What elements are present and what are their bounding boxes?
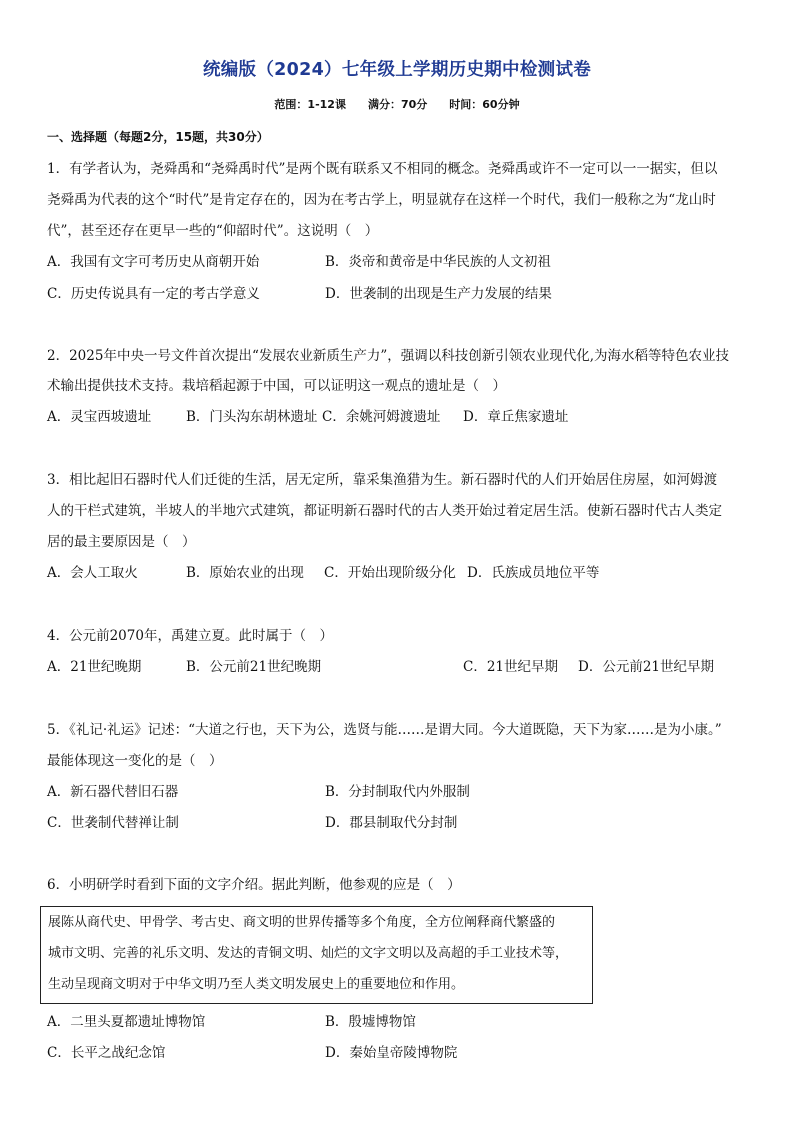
option-a[interactable]: A．新石器代替旧石器 (47, 784, 179, 800)
question-stem-line: 5．《礼记·礼运》记述：“大道之行也，天下为公，选贤与能……是谓大同。今大道既隐，天下为家……是为小康。” (47, 722, 722, 738)
exam-title: 统编版（2024）七年级上学期历史期中检测试卷 (202, 60, 592, 80)
option-c[interactable]: C．21世纪早期 (463, 659, 559, 675)
option-d[interactable]: D．章丘焦家遗址 (463, 409, 569, 425)
scope-label: 范围：1-12课 (274, 98, 346, 111)
question-stem-line: 居的最主要原因是（ ） (47, 534, 196, 550)
box-text-line: 城市文明、完善的礼乐文明、发达的青铜文明、灿烂的文字文明以及高超的手工业技术等， (48, 946, 569, 961)
option-c[interactable]: C．开始出现阶级分化 (324, 565, 456, 581)
option-a[interactable]: A．二里头夏都遗址博物馆 (47, 1014, 206, 1030)
option-d[interactable]: D．氏族成员地位平等 (467, 565, 600, 581)
quoted-text-box (40, 906, 593, 1004)
question-stem-line: 3．相比起旧石器时代人们迁徙的生活，居无定所，靠采集渔猎为生。新石器时代的人们开始居住房屋，如河姆渡 (47, 472, 718, 488)
option-b[interactable]: B．门头沟东胡林遗址 (186, 409, 318, 425)
question-stem-line: 2．2025年中央一号文件首次提出“发展农业新质生产力”，强调以科技创新引领农业现代化,为海水稻等特色农业技 (47, 348, 730, 364)
option-b[interactable]: B．原始农业的出现 (186, 565, 304, 581)
option-b[interactable]: B．分封制取代内外服制 (325, 784, 470, 800)
option-c[interactable]: C．余姚河姆渡遗址 (322, 409, 441, 425)
option-a[interactable]: A．会人工取火 (47, 565, 138, 581)
question-stem-line: 最能体现这一变化的是（ ） (47, 753, 223, 769)
question-stem-line: 尧舜禹为代表的这个“时代”是肯定存在的，因为在考古学上，明显就存在这样一个时代，我们一般称之为“龙山时 (47, 192, 716, 208)
option-d[interactable]: D．世袭制的出现是生产力发展的结果 (325, 286, 552, 302)
question-stem-line: 人的干栏式建筑，半坡人的半地穴式建筑，都证明新石器时代的古人类开始过着定居生活。使新石器时代古人类定 (47, 503, 722, 519)
option-b[interactable]: B．公元前21世纪晚期 (186, 659, 322, 675)
section-heading: 一、选择题（每题2分，15题，共30分） (47, 130, 269, 144)
option-d[interactable]: D．郡县制取代分封制 (325, 815, 458, 831)
question-stem-line: 1．有学者认为，尧舜禹和“尧舜禹时代”是两个既有联系又不相同的概念。尧舜禹或许不一定可以一一据实，但以 (47, 161, 718, 177)
time-label: 时间：60分钟 (449, 98, 520, 111)
box-text-line: 生动呈现商文明对于中华文明乃至人类文明发展史上的重要地位和作用。 (48, 977, 465, 992)
question-stem-line: 代”，甚至还存在更早一些的“仰韶时代”。这说明（ ） (47, 223, 379, 239)
option-a[interactable]: A．灵宝西坡遗址 (47, 409, 152, 425)
option-c[interactable]: C．长平之战纪念馆 (47, 1045, 166, 1061)
exam-meta (0, 96, 794, 112)
option-c[interactable]: C．历史传说具有一定的考古学意义 (47, 286, 260, 302)
option-a[interactable]: A．我国有文字可考历史从商朝开始 (47, 254, 260, 270)
option-c[interactable]: C．世袭制代替禅让制 (47, 815, 179, 831)
option-b[interactable]: B．炎帝和黄帝是中华民族的人文初祖 (325, 254, 551, 270)
option-b[interactable]: B．殷墟博物馆 (325, 1014, 416, 1030)
option-a[interactable]: A．21世纪晚期 (47, 659, 142, 675)
question-stem-line: 4．公元前2070年，禹建立夏。此时属于（ ） (47, 628, 333, 644)
box-text-line: 展陈从商代史、甲骨学、考古史、商文明的世界传播等多个角度，全方位阐释商代繁盛的 (48, 915, 556, 930)
option-d[interactable]: D．秦始皇帝陵博物院 (325, 1045, 458, 1061)
question-stem-line: 术输出提供技术支持。栽培稻起源于中国，可以证明这一观点的遗址是（ ） (47, 378, 506, 394)
question-stem-line: 6．小明研学时看到下面的文字介绍。据此判断，他参观的应是（ ） (47, 877, 461, 893)
option-d[interactable]: D．公元前21世纪早期 (578, 659, 715, 675)
score-label: 满分：70分 (367, 98, 428, 111)
